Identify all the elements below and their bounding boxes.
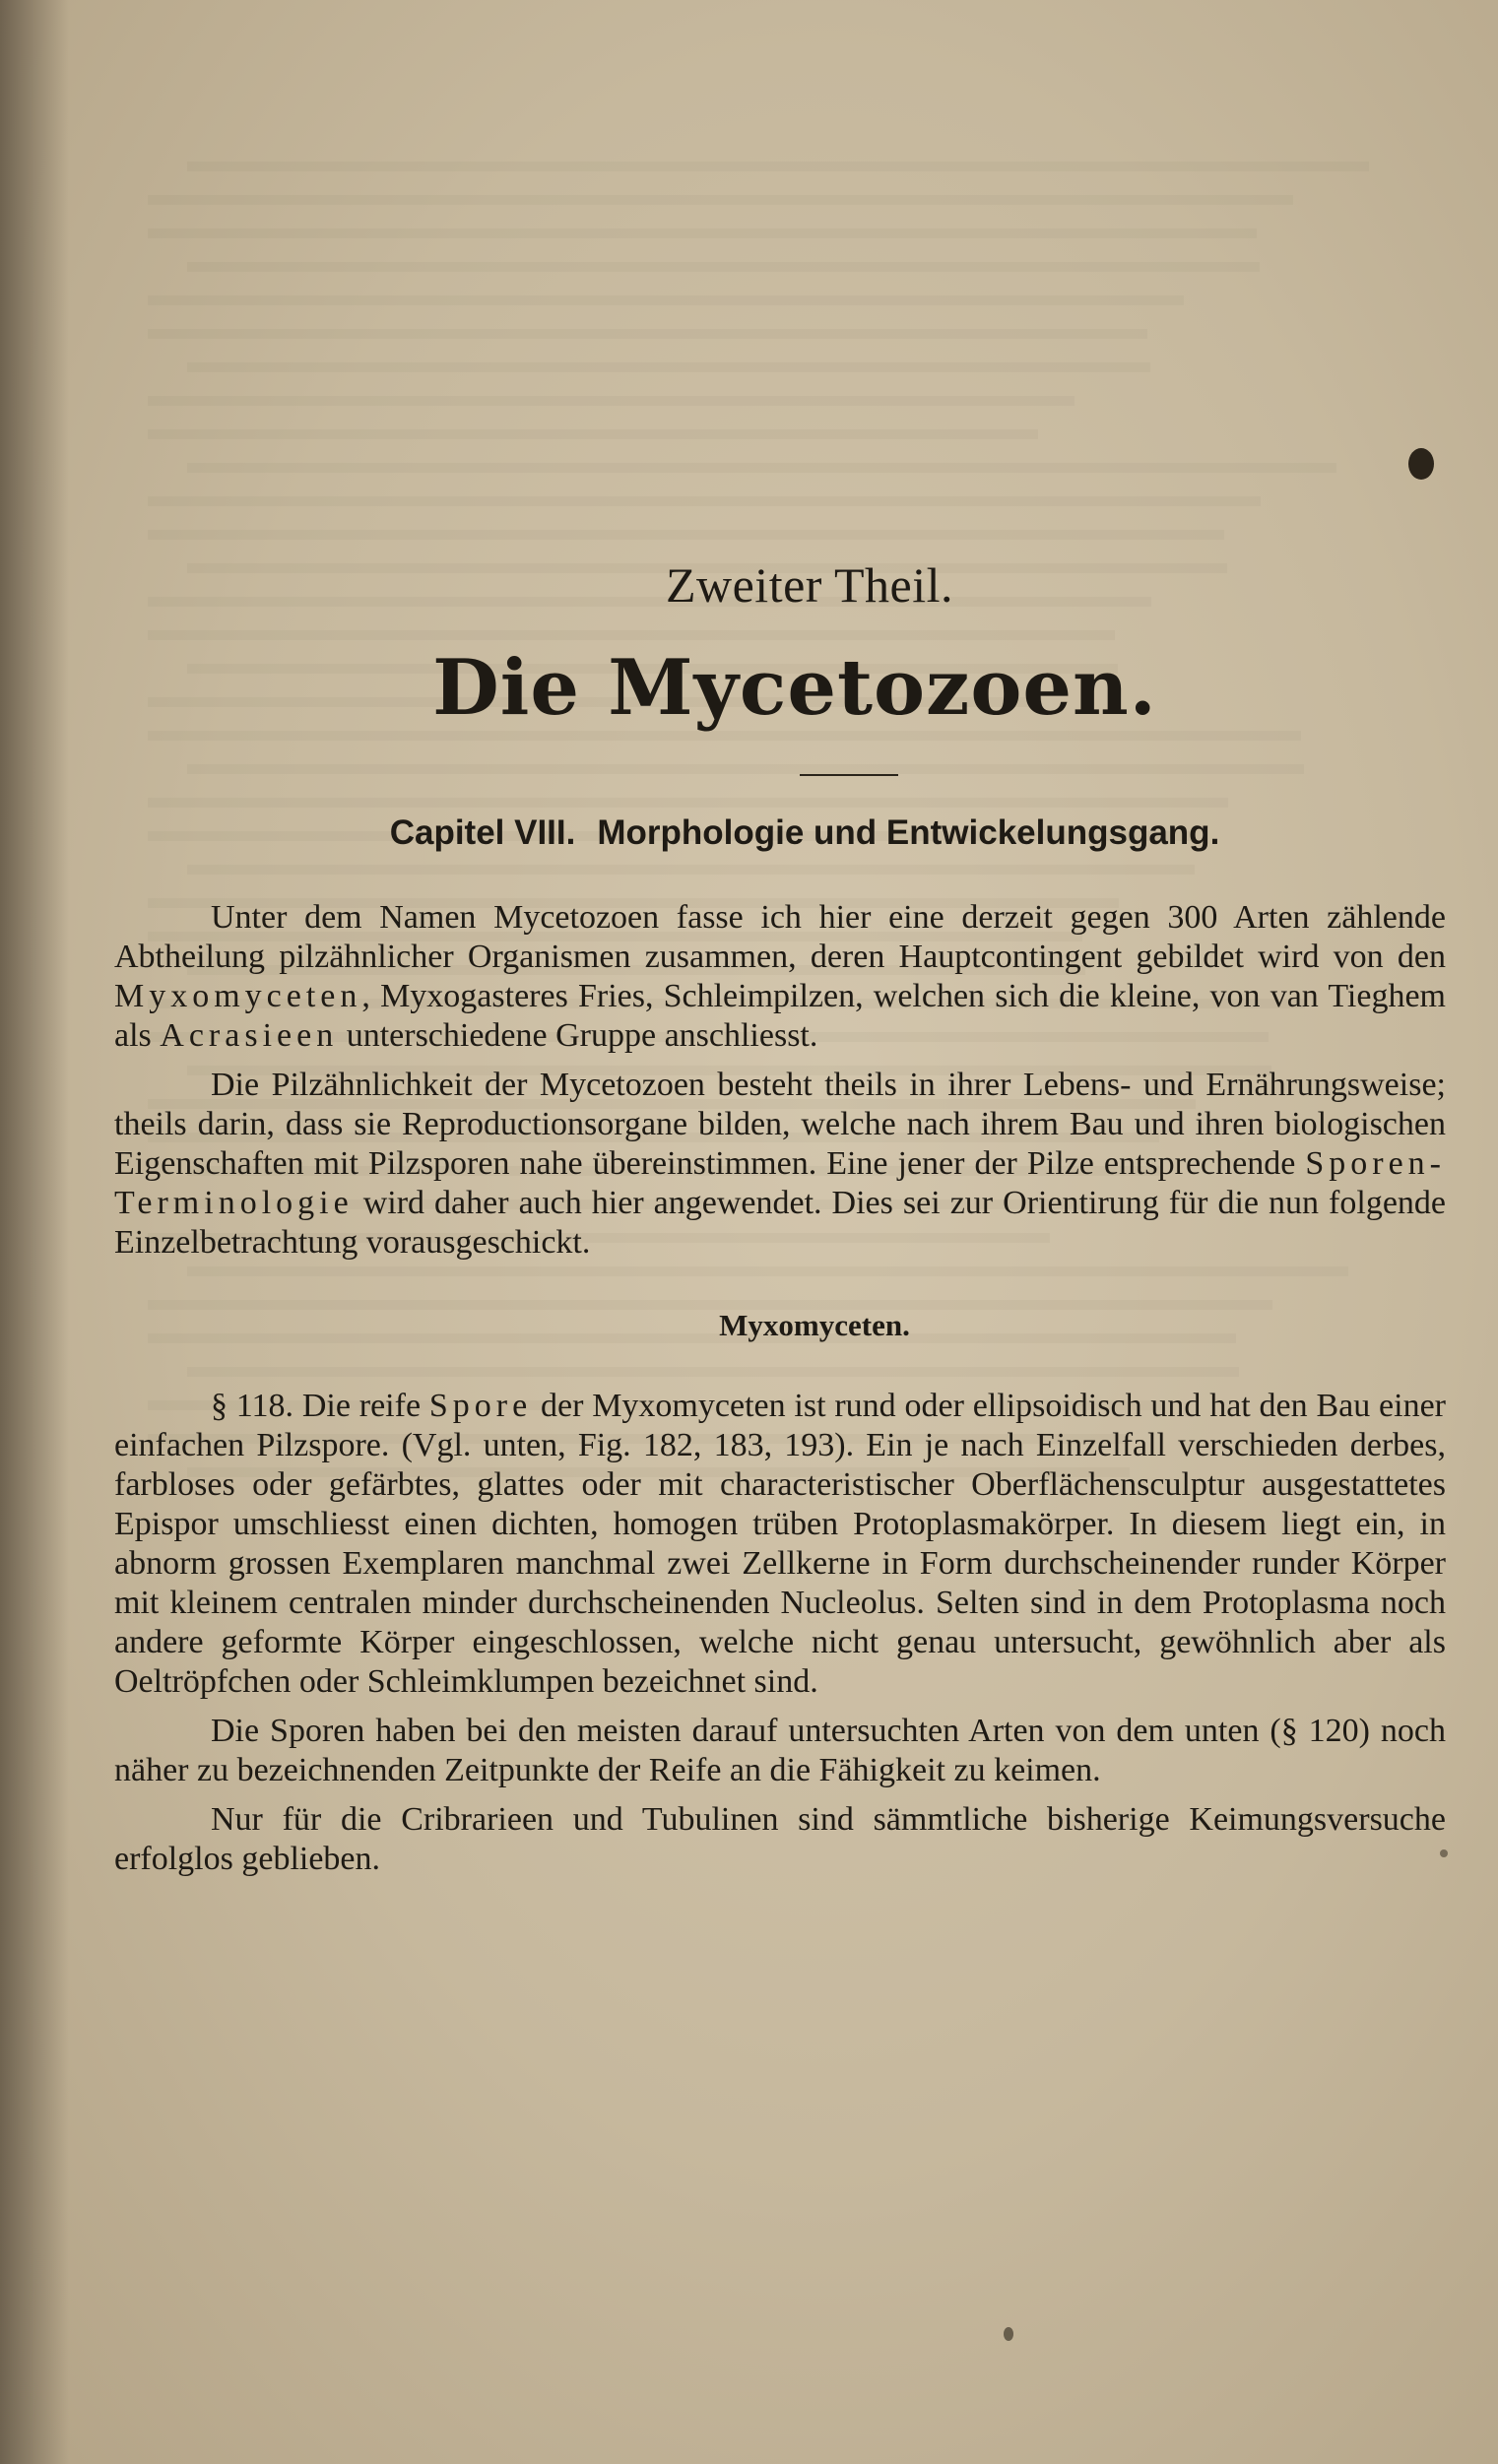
emphasized-term: Myxomyceten xyxy=(114,978,362,1014)
bleed-through-line xyxy=(187,262,1260,272)
body-paragraph xyxy=(114,1712,1446,1790)
text-run: Unter dem Namen Mycetozoen fasse ich hier eine derzeit gegen 300 Arten zählende Abtheilung pilzähnlicher Organismen zusammen, deren Hauptcontingent gebildet wird von den xyxy=(114,899,1446,975)
chapter-number: Capitel VIII. xyxy=(389,813,576,852)
bleed-through-line xyxy=(148,429,1038,439)
text-run: Nur für die Cribrarieen und Tubulinen sind sämmtliche bisherige Keimungsversuche erfolglos geblieben. xyxy=(114,1801,1446,1877)
chapter-title: Morphologie und Entwickelungsgang. xyxy=(597,813,1220,852)
body-paragraph xyxy=(114,1800,1446,1879)
emphasized-term: Sporen-Terminologie xyxy=(114,1145,1446,1221)
text-run: Die Pilzähnlichkeit der Mycetozoen besteht theils in ihrer Lebens- und Ernährungsweise; theils darin, dass sie Reproductionsorgane bilden, welche nach ihrem Bau und ihren biologischen Eigenschaften mit Pilzsporen nahe übereinstimmen. Eine jener der Pilze entsprechende xyxy=(114,1067,1446,1182)
body-paragraph xyxy=(114,1066,1446,1263)
emphasized-term: Spore xyxy=(428,1388,533,1424)
bleed-through-line xyxy=(148,396,1075,406)
body-paragraph xyxy=(114,898,1446,1056)
emphasized-term: Acrasieen xyxy=(160,1017,339,1054)
text-run: Die Sporen haben bei den meisten darauf untersuchten Arten von dem unten (§ 120) noch näher zu bezeichnenden Zeitpunkte der Reife an die Fähigkeit zu keimen. xyxy=(114,1713,1446,1788)
text-run: , Myxogasteres Fries, Schleimpilzen, welchen sich die kleine, von van Tieghem als xyxy=(114,978,1446,1054)
text-run: unterschiedene Gruppe anschliesst. xyxy=(338,1017,818,1054)
text-run: der Myxomyceten ist rund oder ellipsoidisch und hat den Bau einer einfachen Pilzspore. (Vgl. unten, Fig. 182, 183, 193). Ein je nach Einzelfall verschieden derbes, farbloses oder gefärbtes, glattes oder mit characteristischer Oberflächensculptur ausgestattetes Epispor umschliesst einen dichten, homogen trüben Protoplasmakörper. In diesem liegt ein, in abnorm grossen Exemplaren manchmal zwei Zellkerne in Form durchscheinender runder Körper mit kleinem centralen minder durchscheinenden Nucleolus. Selten sind in dem Protoplasma noch andere geformte Körper eingeschlossen, welche nicht genau untersucht, gewöhnlich aber als Oeltröpfchen oder Schleimklumpen bezeichnet sind. xyxy=(114,1388,1446,1700)
page-content xyxy=(114,556,1446,1889)
part-title: Zweiter Theil. xyxy=(665,557,954,613)
bleed-through-line xyxy=(148,195,1293,205)
bleed-through-line xyxy=(148,295,1184,305)
bleed-through-line xyxy=(187,162,1369,171)
bleed-through-line xyxy=(148,530,1224,540)
bleed-through-line xyxy=(187,463,1336,473)
bleed-through-line xyxy=(148,228,1257,238)
text-run: wird daher auch hier angewendet. Dies sei zur Orientirung für die nun folgende Einzelbetrachtung vorausgeschickt. xyxy=(114,1185,1446,1261)
main-title: Die Mycetozoen. xyxy=(432,643,1157,733)
ink-spot xyxy=(1004,2327,1013,2341)
ink-spot xyxy=(1408,448,1434,480)
text-run: § 118. Die reife xyxy=(211,1388,429,1424)
page-gutter-shadow xyxy=(0,0,69,2464)
bleed-through-line xyxy=(148,329,1147,339)
title-rule xyxy=(800,774,898,776)
body-paragraph xyxy=(114,1387,1446,1702)
bleed-through-line xyxy=(148,496,1261,506)
chapter-heading xyxy=(163,813,1446,853)
section-heading: Myxomyceten. xyxy=(719,1308,910,1342)
bleed-through-line xyxy=(187,362,1150,372)
